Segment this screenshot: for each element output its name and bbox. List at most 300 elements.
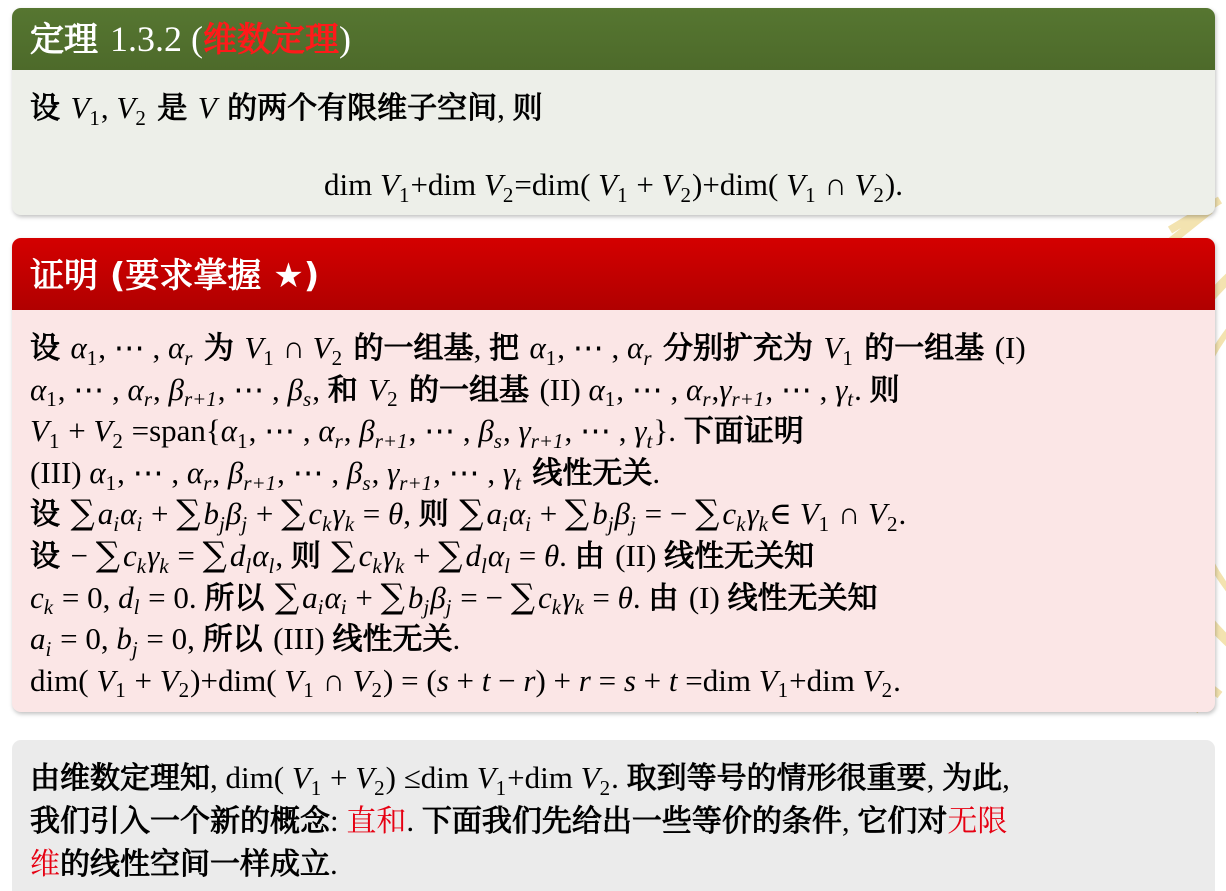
math-text: + <box>322 760 356 795</box>
math-text: dim <box>324 167 381 202</box>
subscript: r+1 <box>374 428 408 453</box>
subscript: j <box>630 512 636 537</box>
math-variable: $d_l$ <box>229 537 252 578</box>
chinese-text: 线性无关知 <box>664 538 815 574</box>
proof-header <box>12 238 1215 310</box>
math-text: = 0, <box>52 621 117 657</box>
math-variable: $\alpha_i$ <box>120 496 143 537</box>
math-variable: $a_i$ <box>30 621 52 661</box>
subscript: s <box>303 387 312 412</box>
chinese-text: 由 <box>574 538 616 574</box>
chinese-text: 它们对 <box>857 804 948 839</box>
subscript: 1 <box>495 775 507 800</box>
math-text: +dim <box>507 760 581 795</box>
math-variable: $c_k$ <box>722 496 746 537</box>
math-text: ∩ <box>816 167 855 202</box>
math-variable: $\beta_s$ <box>346 454 371 495</box>
theorem-header <box>12 8 1215 70</box>
math-variable: $V_2$ <box>352 662 383 703</box>
theorem-number: 1.3.2 ( <box>110 19 203 59</box>
proof-line <box>30 327 1197 369</box>
math-variable: $a_i$ <box>97 496 120 537</box>
subscript: t <box>847 387 854 412</box>
chinese-text: 则 <box>290 538 332 574</box>
chinese-text: 取到等号的情形很重要 <box>626 761 927 796</box>
proof-line <box>30 535 1197 577</box>
math-variable: $\gamma_t$ <box>634 413 653 453</box>
math-text: + <box>405 537 439 573</box>
math-text: : <box>330 803 347 838</box>
math-variable: $\gamma_k$ <box>147 537 169 578</box>
subscript: j <box>423 595 430 620</box>
subscript: 2 <box>886 512 898 537</box>
math-text: = <box>169 537 203 573</box>
subscript: k <box>551 595 562 620</box>
math-text: − <box>70 537 96 573</box>
math-variable: $b_j$ <box>407 579 430 620</box>
math-variable: $a_i$ <box>302 579 324 620</box>
math-text: . <box>452 621 461 657</box>
math-text: , ⋯ , <box>217 371 288 407</box>
math-variable: s <box>623 662 636 698</box>
subscript: l <box>133 595 140 620</box>
chinese-text: 我们引入一个新的概念 <box>30 804 330 839</box>
math-variable: θ <box>617 579 633 615</box>
math-variable: $\beta_s$ <box>478 413 502 453</box>
subscript: t <box>646 428 653 453</box>
proof-title: 证明 (要求掌握 ★) <box>30 256 320 296</box>
chinese-text: 的两个有限维子空间 <box>216 91 498 126</box>
math-variable: $\alpha_r$ <box>318 413 343 453</box>
math-variable: $V_2$ <box>862 662 893 703</box>
subscript: 1 <box>46 387 57 412</box>
math-text: , <box>473 330 490 365</box>
subscript: s <box>362 470 371 495</box>
math-variable: $\beta_{r+1}$ <box>227 454 277 495</box>
math-text: , <box>841 803 858 838</box>
math-variable: $\alpha_r$ <box>167 330 193 370</box>
math-text: ∈ <box>768 496 800 532</box>
proof-box <box>12 238 1215 712</box>
chinese-text: 线性无关 <box>521 455 653 491</box>
theorem-box <box>12 8 1215 215</box>
subscript: 2 <box>112 428 123 453</box>
subscript: r+1 <box>243 470 277 495</box>
math-text: , <box>343 413 360 449</box>
subscript: j <box>607 512 614 537</box>
math-text: . <box>406 803 422 838</box>
subscript: i <box>317 595 324 620</box>
math-text: , ⋯ , <box>408 413 479 449</box>
remark-box <box>12 740 1215 891</box>
subscript: 1 <box>115 678 126 703</box>
math-text: . <box>652 454 661 490</box>
theorem-formula <box>30 165 1197 205</box>
subscript: j <box>445 595 452 620</box>
math-text: = − <box>452 579 511 615</box>
subscript: r+1 <box>530 428 564 453</box>
math-text: (II) <box>615 537 665 573</box>
subscript: 1 <box>105 470 117 495</box>
math-text: , ⋯ , <box>248 413 319 449</box>
math-variable: $\beta_j$ <box>225 496 248 537</box>
math-variable: $V_1$ <box>786 167 816 207</box>
subscript: r+1 <box>399 470 433 495</box>
chinese-text: 为此 <box>942 761 1003 796</box>
math-variable: $V_1$ <box>476 760 507 800</box>
math-text: , <box>153 371 169 407</box>
math-variable: $\alpha_1$ <box>588 371 616 412</box>
math-text: , <box>100 90 117 125</box>
subscript: s <box>493 428 502 453</box>
subscript: 1 <box>310 775 322 800</box>
subscript: i <box>113 512 120 537</box>
math-text: dim( <box>30 662 97 698</box>
math-text: ∩ <box>274 330 313 365</box>
chinese-text: 设 <box>30 91 71 126</box>
math-variable: V <box>197 90 217 125</box>
math-text: , ⋯ , <box>433 454 503 490</box>
subscript: k <box>136 553 147 578</box>
theorem-name-close: ) <box>339 19 351 59</box>
math-text: + <box>248 496 282 532</box>
subscript: i <box>501 512 508 537</box>
math-variable: $\alpha_l$ <box>252 537 275 578</box>
subscript: i <box>136 512 143 537</box>
proof-line <box>30 493 1197 535</box>
subscript: k <box>394 553 405 578</box>
sum-operator: ∑ <box>281 493 306 534</box>
subscript: l <box>268 553 275 578</box>
math-text: = 0, <box>138 621 203 657</box>
math-text: + <box>60 413 94 449</box>
math-variable: $V_2$ <box>355 760 385 800</box>
math-variable: $\beta_{r+1}$ <box>168 371 217 412</box>
subscript: 1 <box>604 387 616 412</box>
math-text: (III) <box>30 454 90 490</box>
subscript: 2 <box>881 678 893 703</box>
math-variable: $b_j$ <box>203 496 225 537</box>
math-variable: $\alpha_1$ <box>529 330 557 370</box>
math-text: )+dim( <box>190 662 285 698</box>
remark-line <box>30 799 1197 842</box>
math-variable: s <box>436 662 449 698</box>
math-text: =dim <box>677 662 759 698</box>
proof-line <box>30 660 1197 702</box>
math-variable: $\alpha_r$ <box>186 454 212 495</box>
proof-line <box>30 452 1197 494</box>
math-text: = 0. <box>140 579 205 615</box>
math-text: + <box>143 496 177 532</box>
math-text: , ⋯ , <box>564 413 635 449</box>
math-text: , ⋯ , <box>765 371 836 407</box>
subscript: k <box>322 512 332 537</box>
subscript: k <box>736 512 746 537</box>
math-variable: θ <box>388 496 404 532</box>
subscript: j <box>241 512 248 537</box>
subscript: i <box>45 636 52 661</box>
chinese-text: 是 <box>146 91 198 126</box>
math-text: ) ≤dim <box>385 760 477 795</box>
sum-operator: ∑ <box>176 493 201 534</box>
math-text: , <box>312 371 328 407</box>
theorem-body <box>12 70 1215 205</box>
math-variable: $\alpha_1$ <box>70 330 98 370</box>
subscript: k <box>344 512 355 537</box>
subscript: 2 <box>680 182 692 207</box>
theorem-statement <box>30 88 1197 128</box>
chinese-text: 线性无关 <box>332 622 453 658</box>
math-text: + <box>628 167 662 202</box>
math-text: , ⋯ , <box>277 454 347 490</box>
math-text: (I) <box>994 330 1026 365</box>
math-text: = 0, <box>54 579 119 615</box>
math-variable: $\gamma_t$ <box>502 454 521 495</box>
math-variable: $V_1$ <box>598 167 628 207</box>
math-variable: $V_1$ <box>284 662 314 703</box>
proof-line <box>30 410 1197 452</box>
math-text: ). <box>884 167 903 202</box>
math-variable: $V_2$ <box>580 760 611 800</box>
subscript: 1 <box>237 428 248 453</box>
subscript: 1 <box>89 105 100 130</box>
subscript: k <box>43 595 54 620</box>
math-text: )+dim( <box>692 167 787 202</box>
subscript: j <box>218 512 225 537</box>
math-variable: $\beta_{r+1}$ <box>359 413 408 453</box>
subscript: r <box>184 345 193 370</box>
math-variable: $\gamma_{r+1}$ <box>387 454 433 495</box>
math-variable: $V_1$ <box>291 760 322 800</box>
math-variable: $\alpha_1$ <box>30 371 57 412</box>
subscript: k <box>159 553 169 578</box>
remark-line <box>30 842 1197 885</box>
math-text: , ⋯ , <box>557 330 628 365</box>
proof-line <box>30 577 1197 619</box>
subscript: 1 <box>263 345 274 370</box>
math-text: , ⋯ , <box>57 371 128 407</box>
math-text: (I) <box>688 579 728 615</box>
chinese-text: 的一组基 <box>398 372 540 408</box>
chinese-text: 设 <box>30 497 71 533</box>
math-text: (III) <box>273 621 333 657</box>
chinese-text: 下面证明 <box>683 414 804 450</box>
math-text: = − <box>636 496 696 532</box>
math-variable: $\gamma_k$ <box>332 496 355 537</box>
subscript: 1 <box>545 345 557 370</box>
math-text: = <box>355 496 388 532</box>
math-text: (II) <box>539 371 589 407</box>
math-text: . <box>559 537 575 573</box>
math-variable: $V_1$ <box>758 662 789 703</box>
subscript: 2 <box>599 775 611 800</box>
math-variable: $V_2$ <box>312 330 343 370</box>
math-text: +dim <box>410 167 484 202</box>
math-text: , ⋯ , <box>616 371 687 407</box>
math-text: + <box>635 662 669 698</box>
sum-operator: ∑ <box>202 534 227 575</box>
subscript: 1 <box>86 345 98 370</box>
subscript: 2 <box>374 775 385 800</box>
math-text: = <box>584 579 618 615</box>
sum-operator: ∑ <box>695 493 720 534</box>
sum-operator: ∑ <box>438 534 463 575</box>
math-text: , <box>212 454 228 490</box>
math-text: , <box>403 496 419 532</box>
math-variable: θ <box>543 537 560 573</box>
chinese-text: 由维数定理知 <box>30 761 210 796</box>
math-variable: $\alpha_1$ <box>89 454 117 495</box>
sum-operator: ∑ <box>564 493 590 534</box>
sum-operator: ∑ <box>95 534 120 575</box>
math-text: , ⋯ , <box>98 330 168 365</box>
chinese-text: 把 <box>489 331 530 366</box>
math-text: =dim( <box>514 167 599 202</box>
subscript: i <box>525 512 531 537</box>
subscript: k <box>758 512 768 537</box>
math-text: . <box>632 579 649 615</box>
subscript: r <box>143 387 152 412</box>
theorem-label: 定理 <box>30 20 98 60</box>
math-text: . <box>854 371 870 407</box>
subscript: 2 <box>873 182 884 207</box>
subscript: r+1 <box>183 387 217 412</box>
math-text: . <box>611 760 627 795</box>
subscript: 2 <box>371 678 383 703</box>
subscript: 2 <box>331 345 343 370</box>
subscript: r <box>203 470 212 495</box>
chinese-text: 线性无关知 <box>727 580 878 616</box>
math-text: , <box>502 413 519 449</box>
math-variable: $V_2$ <box>661 167 692 207</box>
subscript: 1 <box>805 182 816 207</box>
chinese-text: 下面我们先给出一些等价的条件 <box>421 804 842 839</box>
math-text: + <box>126 662 160 698</box>
math-text: }. <box>653 413 684 449</box>
math-text: , <box>711 371 720 407</box>
math-variable: $V_1$ <box>96 662 126 703</box>
math-variable: t <box>668 662 678 698</box>
math-variable: $\alpha_r$ <box>127 371 152 412</box>
math-variable: $\beta_j$ <box>430 579 452 620</box>
subscript: r+1 <box>731 387 765 412</box>
math-variable: $V_2$ <box>159 662 190 703</box>
math-variable: $\alpha_i$ <box>508 496 531 537</box>
math-variable: $c_k$ <box>30 579 54 620</box>
math-text: , <box>371 454 388 490</box>
math-variable: $\gamma_k$ <box>382 537 405 578</box>
sum-operator: ∑ <box>510 576 536 617</box>
math-variable: $\alpha_1$ <box>220 413 248 453</box>
math-variable: $b_j$ <box>116 621 138 661</box>
highlight-text: 维 <box>30 847 60 882</box>
math-variable: $\alpha_r$ <box>686 371 711 412</box>
math-variable: $\alpha_i$ <box>324 579 347 620</box>
subscript: t <box>515 470 521 495</box>
math-variable: $V_2$ <box>93 413 123 453</box>
math-text: , <box>1002 760 1010 795</box>
subscript: 1 <box>398 182 410 207</box>
math-variable: $c_k$ <box>308 496 332 537</box>
math-variable: $a_i$ <box>486 496 508 537</box>
chinese-text: 由 <box>648 580 689 616</box>
chinese-text: 和 <box>327 372 369 408</box>
math-variable: $\gamma_t$ <box>835 371 854 412</box>
chinese-text: 设 <box>30 538 71 574</box>
subscript: l <box>480 553 487 578</box>
chinese-text: 的线性空间一样成立 <box>60 847 330 882</box>
sum-operator: ∑ <box>70 493 95 534</box>
subscript: 2 <box>135 105 146 130</box>
subscript: 1 <box>48 428 60 453</box>
math-variable: r <box>578 662 591 698</box>
sum-operator: ∑ <box>459 493 484 534</box>
math-variable: $V_1$ <box>799 496 830 537</box>
math-text: , <box>275 537 291 573</box>
math-variable: $V_1$ <box>70 90 100 130</box>
math-variable: $d_l$ <box>118 579 140 620</box>
math-variable: $V_1$ <box>823 330 853 370</box>
math-text: + <box>448 662 482 698</box>
highlight-text: 直和 <box>346 804 407 839</box>
math-text: − <box>490 662 524 698</box>
math-variable: $V_2$ <box>854 167 884 207</box>
theorem-name: 维数定理 <box>203 20 339 60</box>
math-text: + <box>347 579 381 615</box>
highlight-text: 无限 <box>947 804 1008 839</box>
math-variable: $V_2$ <box>483 167 514 207</box>
subscript: 1 <box>777 678 789 703</box>
chinese-text: 的一组基 <box>343 331 474 366</box>
subscript: 1 <box>818 512 830 537</box>
math-variable: $\gamma_{r+1}$ <box>719 371 765 412</box>
math-variable: $c_k$ <box>538 579 562 620</box>
sum-operator: ∑ <box>331 534 356 575</box>
subscript: 1 <box>303 678 314 703</box>
subscript: 2 <box>502 182 514 207</box>
math-variable: r <box>523 662 536 698</box>
proof-line <box>30 369 1197 411</box>
proof-line <box>30 618 1197 660</box>
chinese-text: 所以 <box>204 580 275 616</box>
math-text: , <box>497 90 513 125</box>
math-variable: $\alpha_r$ <box>627 330 652 370</box>
math-variable: $d_l$ <box>465 537 487 578</box>
math-text: ) + <box>535 662 579 698</box>
subscript: 2 <box>387 387 398 412</box>
subscript: 2 <box>178 678 190 703</box>
math-variable: $V_2$ <box>868 496 898 537</box>
math-text: =span{ <box>123 413 221 449</box>
sum-operator: ∑ <box>380 576 405 617</box>
subscript: j <box>131 636 138 661</box>
subscript: l <box>245 553 252 578</box>
math-variable: $c_k$ <box>358 537 382 578</box>
remark-line <box>30 756 1197 799</box>
math-text: = <box>590 662 624 698</box>
subscript: l <box>504 553 510 578</box>
math-variable: $V_2$ <box>116 90 146 130</box>
subscript: k <box>574 595 584 620</box>
math-variable: $V_1$ <box>380 167 410 207</box>
math-text: . <box>330 846 338 881</box>
math-variable: $V_2$ <box>368 371 398 412</box>
subscript: r <box>643 345 652 370</box>
chinese-text: 则 <box>512 91 543 126</box>
math-variable: $V_1$ <box>244 330 274 370</box>
subscript: r <box>702 387 711 412</box>
math-text: , dim( <box>210 760 292 795</box>
